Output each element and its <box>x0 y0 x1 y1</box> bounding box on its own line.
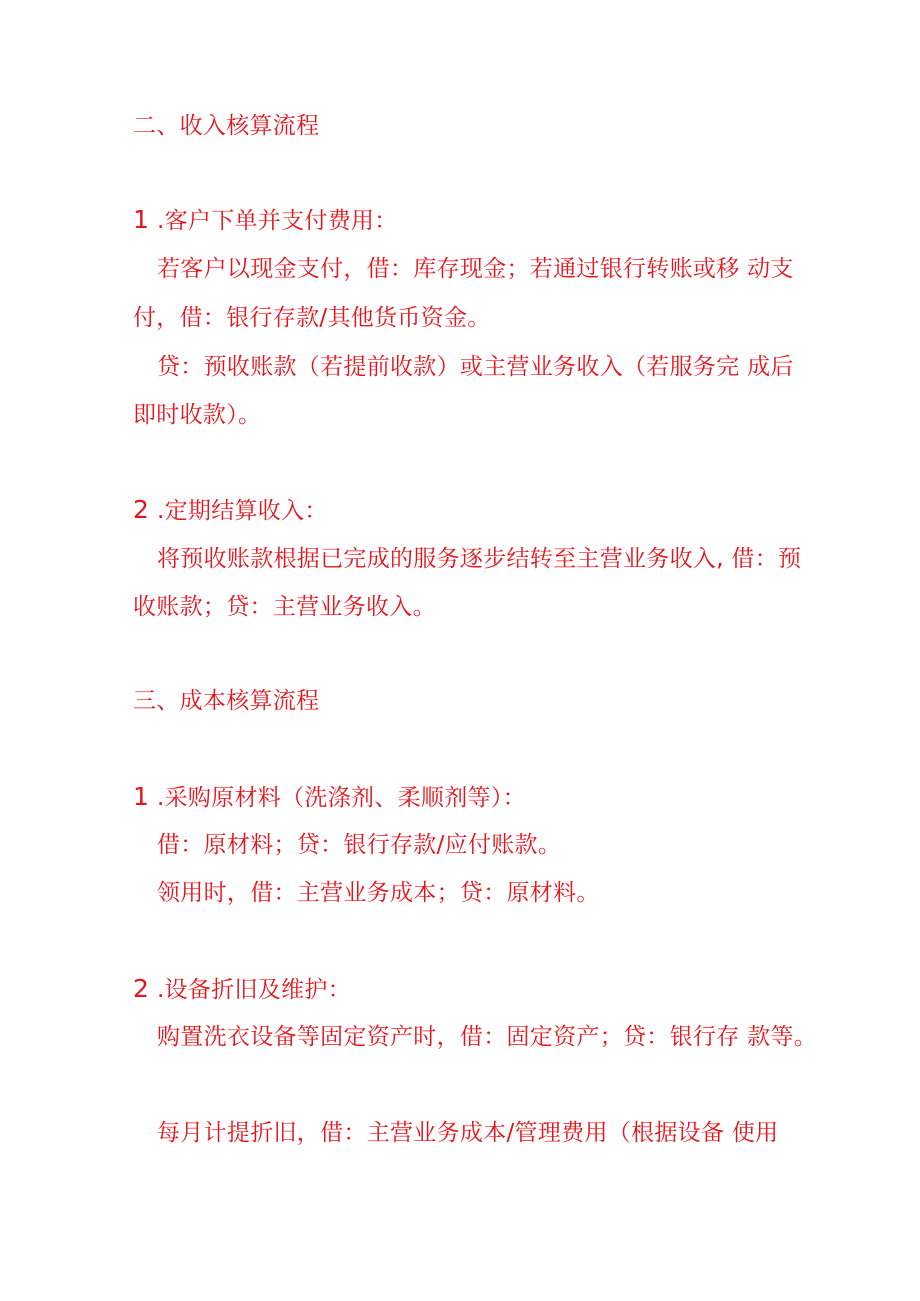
item-number: 2 <box>133 495 150 524</box>
item-title-periodic-settlement <box>133 486 328 535</box>
item-title-customer-payment <box>133 196 398 245</box>
section-heading-cost: 三、成本核算流程 <box>133 688 320 714</box>
item-title: .设备折旧及维护： <box>157 977 352 1003</box>
paragraph-line: 若客户以现金支付，借：库存现金；若通过银行转账或移 动支 <box>157 256 794 282</box>
section-heading-income: 二、收入核算流程 <box>133 113 320 139</box>
paragraph-line: 借：原材料；贷：银行存款/应付账款。 <box>157 832 562 858</box>
item-title-equipment-depreciation <box>133 965 351 1014</box>
item-title-raw-materials <box>133 773 526 822</box>
paragraph-line: 购置洗衣设备等固定资产时，借：固定资产；贷：银行存 款等。 <box>157 1024 818 1050</box>
item-number: 1 <box>133 782 150 811</box>
paragraph-line: 贷：预收账款（若提前收款）或主营业务收入（若服务完 成后 <box>157 354 794 380</box>
item-title: .客户下单并支付费用： <box>157 208 398 234</box>
paragraph-line: 即时收款）。 <box>133 402 262 428</box>
paragraph-line: 付，借：银行存款/其他货币资金。 <box>133 305 491 331</box>
item-title: .定期结算收入： <box>157 498 328 524</box>
item-number: 2 <box>133 974 150 1003</box>
item-number: 1 <box>133 205 150 234</box>
paragraph-line: 收账款；贷：主营业务收入。 <box>133 594 436 620</box>
paragraph-line: 领用时，借：主营业务成本；贷：原材料。 <box>157 880 600 906</box>
item-title: .采购原材料（洗涤剂、柔顺剂等）： <box>157 785 526 811</box>
paragraph-line: 每月计提折旧，借：主营业务成本/管理费用（根据设备 使用 <box>157 1120 779 1146</box>
paragraph-line: 将预收账款根据已完成的服务逐步结转至主营业务收入, 借：预 <box>157 546 802 572</box>
